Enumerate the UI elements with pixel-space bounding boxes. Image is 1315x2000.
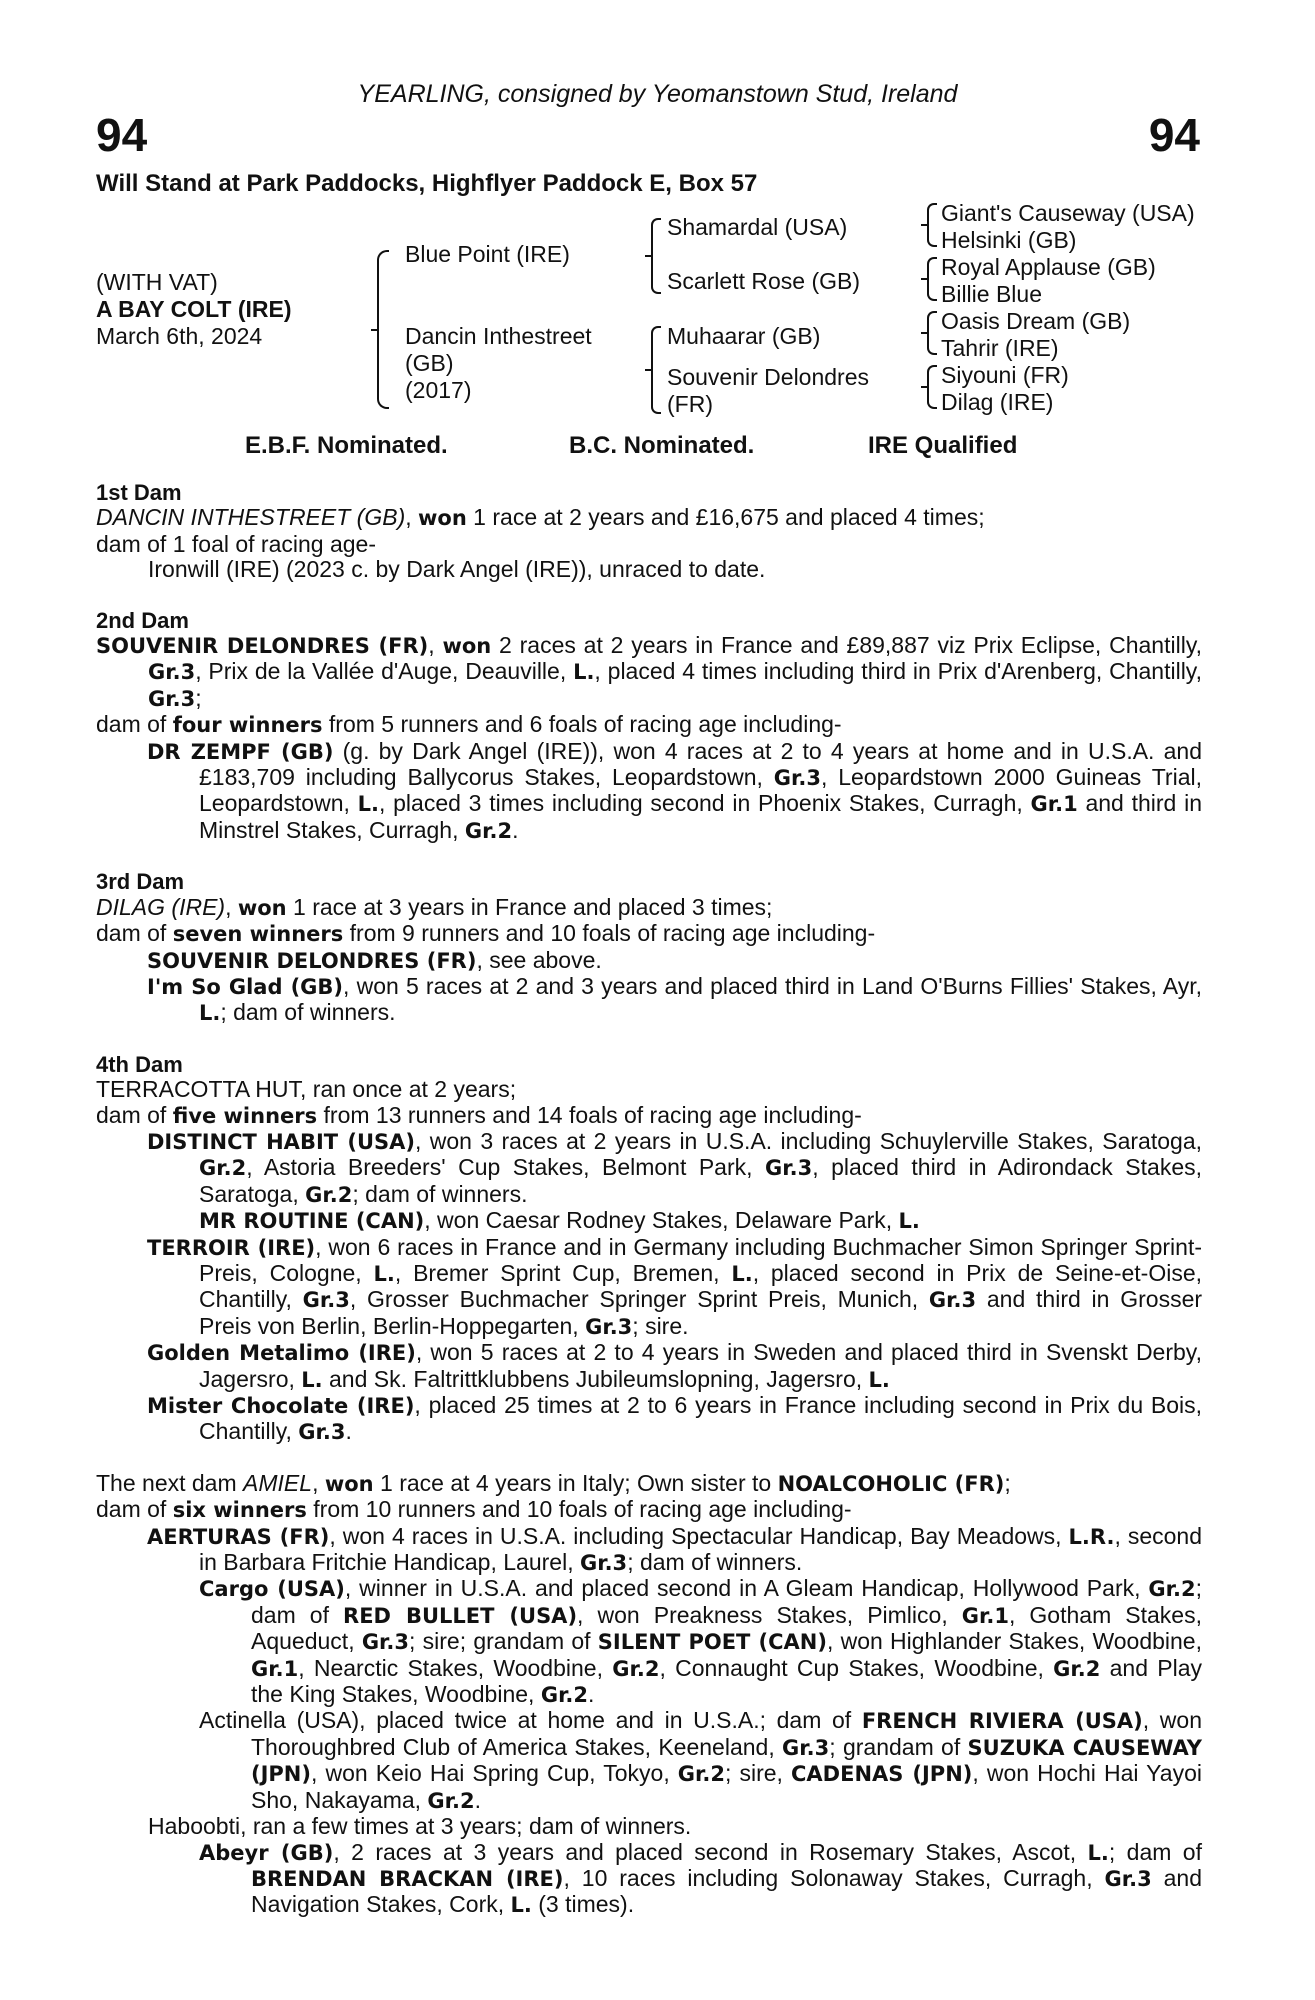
first-dam-foals: dam of 1 foal of racing age- <box>96 530 376 557</box>
lot-number-left: 94 <box>96 109 148 161</box>
horse-name: CADENAS (JPN) <box>791 1762 973 1787</box>
text: , see above. <box>476 946 602 973</box>
granddam-sire-sire: Helsinki (GB) <box>941 227 1077 253</box>
text: , winner in U.S.A. and placed second in A Gleam Handicap, Hollywood Park, <box>344 1575 1149 1602</box>
vat-note: (WITH VAT) <box>96 269 218 295</box>
grade-label: L. <box>301 1367 323 1392</box>
brace-g2 <box>927 257 937 301</box>
grade-label: Gr.3 <box>361 1630 410 1655</box>
produce-golden-metalimo <box>96 1340 1202 1393</box>
text: , placed 4 times including third in Prix d'Arenberg, Chantilly, <box>594 658 1202 685</box>
grade-label: L. <box>199 1001 221 1026</box>
text: , 10 races including Solonaway Stakes, Curragh, <box>563 1864 1105 1891</box>
text: ; dam of winners. <box>352 1180 528 1207</box>
text: , won Thoroughbred Club of America Stakes, Keeneland, <box>251 1707 1202 1760</box>
text: . <box>474 1786 482 1813</box>
text: ; grandam of <box>829 1733 968 1760</box>
next-dam-summary <box>96 1471 1202 1497</box>
grade-label: Gr.3 <box>302 1288 350 1313</box>
text: ; sire; grandam of <box>409 1628 598 1655</box>
dam-line-3: (2017) <box>405 377 472 403</box>
produce-souvenir-delondres <box>96 948 1202 974</box>
lot-number-right: 94 <box>1148 109 1200 161</box>
text: from 10 runners and 10 foals of racing age including- <box>306 1496 852 1523</box>
produce-mister-chocolate <box>96 1393 1202 1446</box>
text: and Navigation Stakes, Cork, <box>251 1864 1202 1918</box>
grade-label: Gr.2 <box>540 1683 589 1708</box>
horse-name: SUZUKA CAUSEWAY (JPN) <box>251 1735 1202 1787</box>
horse-name: Mister Chocolate (IRE) <box>147 1394 415 1418</box>
grade-label: Gr.2 <box>1053 1656 1101 1681</box>
text: dam of <box>96 1101 173 1128</box>
first-dam-heading: 1st Dam <box>96 480 182 505</box>
brace-generation-1 <box>377 250 389 409</box>
text: , <box>428 632 443 659</box>
lot-subject-name: A BAY COLT (IRE) <box>96 296 292 322</box>
text: and third in Minstrel Stakes, Curragh, <box>199 790 1202 843</box>
text: . <box>345 1418 352 1445</box>
text: , placed 25 times at 2 to 6 years in France including second in Prix du Bois, Chantilly, <box>199 1392 1202 1445</box>
produce-ironwill: Ironwill (IRE) (2023 c. by Dark Angel (IRE)), unraced to date. <box>148 556 766 583</box>
text: (g. by Dark Angel (IRE)), won 4 races at 2 to 4 years at home and in U.S.A. and £183,709 including Ballycorus Stakes, Leopardstown, <box>199 737 1202 791</box>
text: and Sk. Faltrittklubbens Jubileumslopning, Jagersro, <box>322 1365 869 1392</box>
text: 1 race at 3 years in France and placed 3 times; <box>286 893 773 920</box>
horse-name: RED BULLET (USA) <box>343 1603 578 1628</box>
brace-g4 <box>927 365 937 409</box>
grade-label: Gr.3 <box>148 660 196 685</box>
text: , won Keio Hai Spring Cup, Tokyo, <box>310 1760 678 1787</box>
second-dam-heading: 2nd Dam <box>96 607 189 633</box>
text: from 5 runners and 6 foals of racing age including- <box>322 711 842 738</box>
horse-name: SILENT POET (CAN) <box>597 1630 827 1655</box>
grade-label: Gr.3 <box>298 1420 346 1445</box>
winner-count: six winners <box>172 1498 307 1523</box>
grade-label: L. <box>573 660 595 685</box>
text: , Connaught Cup Stakes, Woodbine, <box>659 1654 1054 1681</box>
text: ; sire. <box>632 1312 689 1339</box>
text: dam of <box>96 711 173 738</box>
text: , won Caesar Rodney Stakes, Delaware Park, <box>424 1207 899 1234</box>
text: , won 4 races in U.S.A. including Spectacular Handicap, Bay Meadows, <box>329 1522 1069 1549</box>
text: , Nearctic Stakes, Woodbine, <box>298 1654 613 1681</box>
text: ; sire, <box>725 1760 791 1787</box>
text: , won 3 races at 2 years in U.S.A. including Schuylerville Stakes, Saratoga, <box>415 1127 1202 1154</box>
text: 1 race at 4 years in Italy; Own sister to <box>373 1469 778 1496</box>
text: and third in Grosser Preis von Berlin, Berlin-Hoppegarten, <box>199 1286 1203 1339</box>
second-dam-name: SOUVENIR DELONDRES (FR) <box>96 634 429 659</box>
grade-label: Gr.3 <box>579 1551 628 1576</box>
produce-distinct-habit <box>96 1129 1202 1208</box>
stable-location: Will Stand at Park Paddocks, Highflyer Paddock E, Box 57 <box>96 170 758 197</box>
text: , Prix de la Vallée d'Auge, Deauville, <box>195 658 574 685</box>
won-label: won <box>237 895 287 920</box>
sire-sire: Shamardal (USA) <box>667 214 848 240</box>
text: , won Highlander Stakes, Woodbine, <box>826 1628 1202 1655</box>
brace-dam-side <box>651 326 661 414</box>
horse-name: TERROIR (IRE) <box>147 1235 316 1260</box>
text: , placed third in Adirondack Stakes, Saratoga, <box>199 1154 1203 1207</box>
grandsire-sire-dam: Royal Applause (GB) <box>941 254 1156 280</box>
text: ; <box>1004 1469 1011 1496</box>
grade-label: L. <box>510 1893 532 1918</box>
dam-dam-line-1: Souvenir Delondres <box>667 364 870 390</box>
text: , won 5 races at 2 to 4 years in Sweden and placed third in Svenskt Derby, Jagersro, <box>199 1339 1202 1392</box>
text: , 2 races at 3 years and placed second in Rosemary Stakes, Ascot, <box>333 1838 1088 1865</box>
text: , won 6 races in France and in Germany including Buchmacher Simon Springer Sprint-Preis, Cologne, <box>199 1233 1202 1286</box>
text: 1 race at 2 years and £16,675 and placed 4 times; <box>466 504 985 531</box>
fourth-dam-foals <box>96 1103 1202 1129</box>
grade-label: Gr.2 <box>612 1656 660 1681</box>
produce-haboobti: Haboobti, ran a few times at 3 years; dam of winners. <box>148 1813 692 1840</box>
second-dam-foals <box>96 712 1202 738</box>
won-label: won <box>442 634 492 659</box>
text: dam of <box>96 920 173 947</box>
text: ; dam of winners. <box>627 1549 803 1576</box>
first-dam-summary <box>96 505 1202 531</box>
dam-dam-line-2: (FR) <box>667 391 713 417</box>
horse-name: DISTINCT HABIT (USA) <box>147 1129 416 1154</box>
produce-mr-routine <box>96 1208 1202 1234</box>
horse-name: Cargo (USA) <box>199 1577 345 1602</box>
horse-name: I'm So Glad (GB) <box>147 974 344 999</box>
produce-im-so-glad <box>96 974 1202 1027</box>
text: from 9 runners and 10 foals of racing age including- <box>343 920 876 947</box>
brace-g1 <box>927 203 937 247</box>
text: 2 races at 2 years in France and £89,887 viz Prix Eclipse, Chantilly, <box>491 632 1203 659</box>
horse-name: AERTURAS (FR) <box>147 1524 330 1549</box>
third-dam-foals <box>96 921 1202 947</box>
granddam-sire-dam: Billie Blue <box>941 281 1042 307</box>
produce-actinella <box>96 1708 1202 1814</box>
grandsire-sire-sire: Giant's Causeway (USA) <box>941 200 1195 226</box>
text: , placed second in Prix de Seine-et-Oise, Chantilly, <box>199 1259 1203 1313</box>
ire-qualified: IRE Qualified <box>868 432 1018 459</box>
fourth-dam-summary: TERRACOTTA HUT, ran once at 2 years; <box>96 1076 517 1103</box>
text: The next dam <box>96 1469 244 1496</box>
text: Actinella (USA), placed twice at home and in U.S.A.; dam of <box>199 1707 862 1734</box>
horse-name: NOALCOHOLIC (FR) <box>777 1471 1005 1496</box>
grandsire-dam-sire: Oasis Dream (GB) <box>941 308 1131 334</box>
text: . <box>588 1681 595 1708</box>
text: , Leopardstown 2000 Guineas Trial, Leopardstown, <box>199 764 1202 817</box>
produce-terroir <box>96 1235 1202 1341</box>
text: ; dam of <box>1108 1838 1202 1865</box>
horse-name: MR ROUTINE (CAN) <box>199 1209 425 1234</box>
consignor-line: YEARLING, consigned by Yeomanstown Stud, Ireland <box>357 80 958 108</box>
first-dam-name: DANCIN INTHESTREET (GB) <box>96 504 406 531</box>
grade-label: L. <box>731 1261 753 1286</box>
grade-label: L.R. <box>1068 1524 1115 1549</box>
bc-nomination: B.C. Nominated. <box>569 432 755 459</box>
produce-record <box>96 480 1202 1919</box>
third-dam-name: DILAG (IRE) <box>96 893 226 920</box>
grade-label: Gr.2 <box>305 1182 353 1207</box>
text: , Astoria Breeders' Cup Stakes, Belmont Park, <box>246 1154 766 1181</box>
won-label: won <box>324 1471 374 1496</box>
winner-count: seven winners <box>172 922 344 947</box>
grade-label: L. <box>868 1367 890 1392</box>
grade-label: Gr.3 <box>928 1288 977 1313</box>
third-dam-heading: 3rd Dam <box>96 869 185 895</box>
produce-cargo <box>96 1576 1202 1708</box>
grade-label: Gr.1 <box>961 1603 1009 1628</box>
text: . <box>512 816 519 843</box>
grade-label: Gr.1 <box>251 1656 299 1681</box>
horse-name: Abeyr (GB) <box>199 1840 334 1865</box>
horse-name: SOUVENIR DELONDRES (FR) <box>147 948 477 973</box>
grade-label: L. <box>898 1209 920 1234</box>
grade-label: Gr.1 <box>1030 792 1078 817</box>
foaling-date: March 6th, 2024 <box>96 323 263 349</box>
brace-sire-side <box>651 218 661 294</box>
grandsire-dam-dam: Siyouni (FR) <box>941 362 1069 388</box>
grade-label: Gr.3 <box>782 1735 830 1760</box>
text: , placed 3 times including second in Phoenix Stakes, Curragh, <box>379 790 1031 817</box>
text: , second in Barbara Fritchie Handicap, Laurel, <box>199 1522 1202 1576</box>
grade-label: Gr.2 <box>199 1156 247 1181</box>
second-dam-summary <box>96 633 1202 712</box>
grade-label: L. <box>373 1261 395 1286</box>
text: and Play the King Stakes, Woodbine, <box>251 1654 1202 1708</box>
grade-label: Gr.2 <box>677 1762 725 1787</box>
horse-name: Golden Metalimo (IRE) <box>147 1341 416 1366</box>
grade-label: Gr.3 <box>765 1156 813 1181</box>
text: , <box>405 504 419 531</box>
text: , <box>225 893 238 920</box>
grade-label: Gr.3 <box>148 686 196 711</box>
grade-label: Gr.3 <box>773 766 821 791</box>
sire-dam: Scarlett Rose (GB) <box>667 268 860 294</box>
next-dam-name: AMIEL <box>243 1469 313 1496</box>
third-dam-summary <box>96 895 1202 921</box>
grade-label: L. <box>357 792 379 817</box>
text: ; dam of winners. <box>220 999 396 1026</box>
produce-abeyr <box>96 1840 1202 1919</box>
granddam-dam-dam: Dilag (IRE) <box>941 389 1054 415</box>
granddam-dam-sire: Tahrir (IRE) <box>941 335 1059 361</box>
ebf-nomination: E.B.F. Nominated. <box>245 432 448 459</box>
text: ; <box>195 684 202 711</box>
winner-count: five winners <box>172 1103 318 1128</box>
winner-count: four winners <box>172 713 323 738</box>
grade-label: Gr.3 <box>1104 1866 1152 1891</box>
text: , Gotham Stakes, Aqueduct, <box>251 1601 1202 1655</box>
text: , Bremer Sprint Cup, Bremen, <box>394 1259 732 1286</box>
text: , won 5 races at 2 and 3 years and placed third in Land O'Burns Fillies' Stakes, Ayr, <box>343 972 1202 999</box>
text: from 13 runners and 14 foals of racing age including- <box>317 1101 862 1128</box>
text: dam of <box>96 1496 173 1523</box>
dam-line-1: Dancin Inthestreet <box>405 323 592 349</box>
text: , won Hochi Hai Yayoi Sho, Nakayama, <box>251 1760 1202 1813</box>
text: , won Preakness Stakes, Pimlico, <box>577 1601 962 1628</box>
brace-g3 <box>927 311 937 355</box>
grade-label: Gr.2 <box>464 818 513 843</box>
produce-aerturas <box>96 1524 1202 1577</box>
next-dam-foals <box>96 1497 1202 1523</box>
horse-name: DR ZEMPF (GB) <box>147 739 334 764</box>
sire: Blue Point (IRE) <box>405 241 570 267</box>
horse-name: FRENCH RIVIERA (USA) <box>861 1709 1143 1734</box>
won-label: won <box>418 506 467 531</box>
dam-sire: Muhaarar (GB) <box>667 323 821 349</box>
produce-dr-zempf <box>96 739 1202 845</box>
fourth-dam-heading: 4th Dam <box>96 1051 183 1077</box>
grade-label: Gr.3 <box>585 1314 633 1339</box>
text: , Grosser Buchmacher Springer Sprint Preis, Munich, <box>349 1286 929 1313</box>
text: (3 times). <box>531 1891 635 1918</box>
horse-name: BRENDAN BRACKAN (IRE) <box>251 1866 564 1891</box>
dam-line-2: (GB) <box>405 350 454 376</box>
text: ; dam of <box>251 1575 1202 1628</box>
grade-label: Gr.2 <box>427 1788 475 1813</box>
grade-label: Gr.2 <box>1148 1577 1196 1602</box>
text: , <box>312 1469 325 1496</box>
grade-label: L. <box>1087 1840 1109 1865</box>
